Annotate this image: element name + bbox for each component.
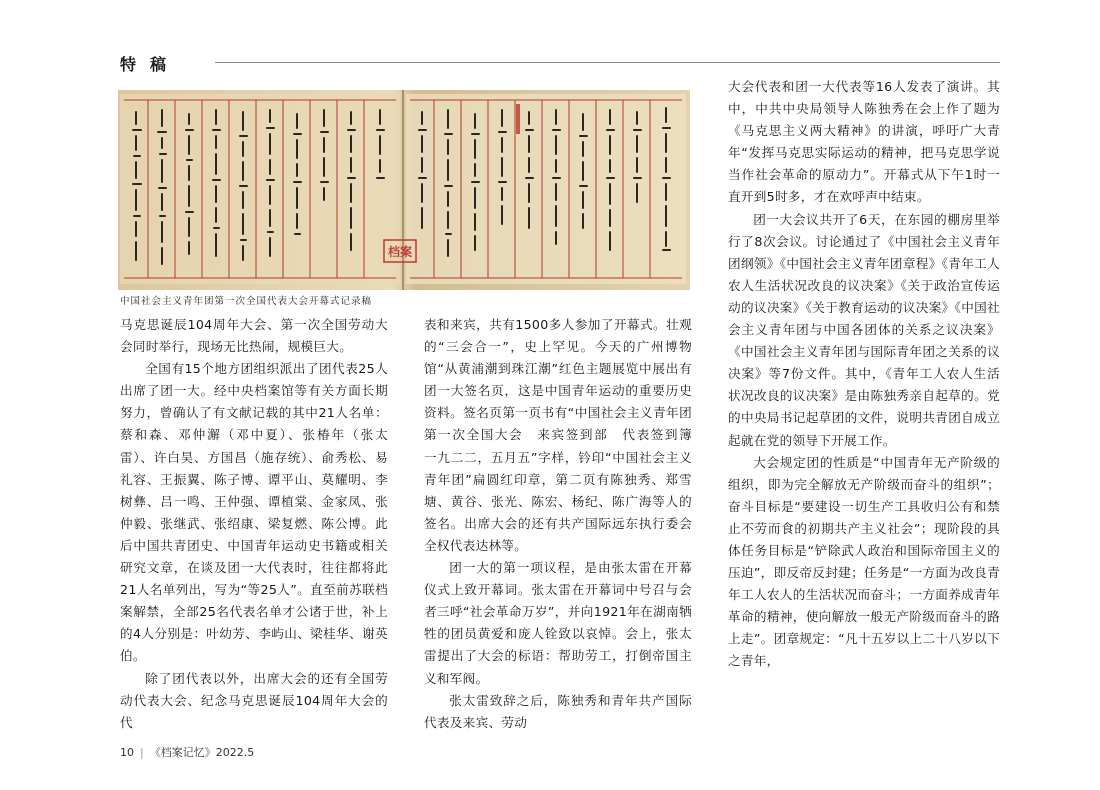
article-column-3 [728,76,1000,673]
section-label: 特稿 [120,55,181,74]
manuscript-image [118,90,690,290]
document-photo [118,90,690,290]
paragraph: 团一大的第一项议程，是由张太雷在开幕仪式上致开幕词。张太雷在开幕词中号召与会者三呼“社会革命万岁”，并向1921年在湖南牺牲的团员黄爱和庞人铨致以哀悼。会上，张太雷提出了大会的标语：帮助劳工，打倒帝国主义和军阀。 [424,560,692,686]
document-stamp: 档案 [387,245,413,259]
paragraph: 马克思诞辰104周年大会、第一次全国劳动大会同时举行，现场无比热闹，规模巨大。 [120,317,388,355]
paragraph: 大会代表和团一大代表等16人发表了演讲。其中，中共中央局领导人陈独秀在会上作了题为《马克思主义两大精神》的讲演，呼吁广大青年“发挥马克思实际运动的精神，把马克思学说当作社会革命的原动力”。开幕式从下午1时一直开到5时多，才在欢呼声中结束。 [728,79,1000,205]
paragraph: 表和来宾，共有1500多人参加了开幕式。壮观的“三会合一”，史上罕见。今天的广州博物馆“从黄浦潮到珠江潮”红色主题展览中展出有团一大签名页，这是中国青年运动的重要历史资料。签名页第一页书有“中国社会主义青年团第一次全国大会 来宾签到部 代表签到簿 一九二二，五月五”字样，钤印“中国社会主义青年团”扁圆红印章，第二页有陈独秀、郑雪塘、黄谷、张光、陈宏、杨纪、陈广海等人的签名。出席大会的还有共产国际远东执行委会全权代表达林等。 [424,317,705,553]
article-column-1 [120,314,388,734]
page-footer [120,744,254,760]
article-column-2 [424,314,705,734]
photo-caption: 中国社会主义青年团第一次全国代表大会开幕式记录稿 [120,296,373,307]
journal-name: 《档案记忆》2022.5 [149,746,255,759]
page-number: 10 [120,746,134,759]
paragraph: 团一大会议共开了6天，在东园的棚房里举行了8次会议。讨论通过了《中国社会主义青年团纲领》《中国社会主义青年团章程》《青年工人农人生活状况改良的议决案》《关于政治宣传运动的议决案》《关于教育运动的议决案》《中国社会主义青年团与中国各团体的关系之议决案》《中国社会主义青年团与国际青年团之关系的议决案》等7份文件。其中，《青年工人农人生活状况改良的议决案》是由陈独秀亲自起草的。党的中央局书记起草团的文件，说明共青团自成立起就在党的领导下开展工作。 [728,211,1000,448]
paragraph: 大会规定团的性质是“中国青年无产阶级的组织，即为完全解放无产阶级而奋斗的组织”；奋斗目标是“要建设一切生产工具收归公有和禁止不劳而食的初期共产主义社会”；现阶段的具体任务目标是“铲除武人政治和国际帝国主义的压迫”，即反帝反封建；任务是“一方面为改良青年工人农人的生活状况而奋斗；一方面养成青年革命的精神，使向解放一般无产阶级而奋斗的路上走”。团章规定：“凡十五岁以上二十八岁以下之青年， [728,454,1000,669]
paragraph: 全国有15个地方团组织派出了团代表25人出席了团一大。经中央档案馆等有关方面长期努力，曾确认了有文献记载的其中21人名单：蔡和森、邓仲澥（邓中夏）、张椿年（张太雷）、许白昊、方国昌（施存统）、俞秀松、易礼容、王振翼、陈子博、谭平山、莫耀明、李树彝、吕一鸣、王仲强、谭植棠、金家凤、张仲毅、张继武、张绍康、梁复燃、陈公博。此后中国共青团史、中国青年运动史书籍或相关研究文章，在谈及团一大代表时，往往都将此21人名单列出，写为“等25人”。直至前苏联档案解禁，全部25名代表名单才公诸于世，补上的4人分别是：叶幼芳、李屿山、梁桂华、谢英伯。 [120,361,388,664]
paragraph: 张太雷致辞之后，陈独秀和青年共产国际代表及来宾、劳动 [424,692,692,730]
paragraph: 除了团代表以外，出席大会的还有全国劳动代表大会、纪念马克思诞辰104周年大会的代 [120,670,388,730]
footer-separator: | [140,746,144,759]
header-rule [215,62,1000,63]
